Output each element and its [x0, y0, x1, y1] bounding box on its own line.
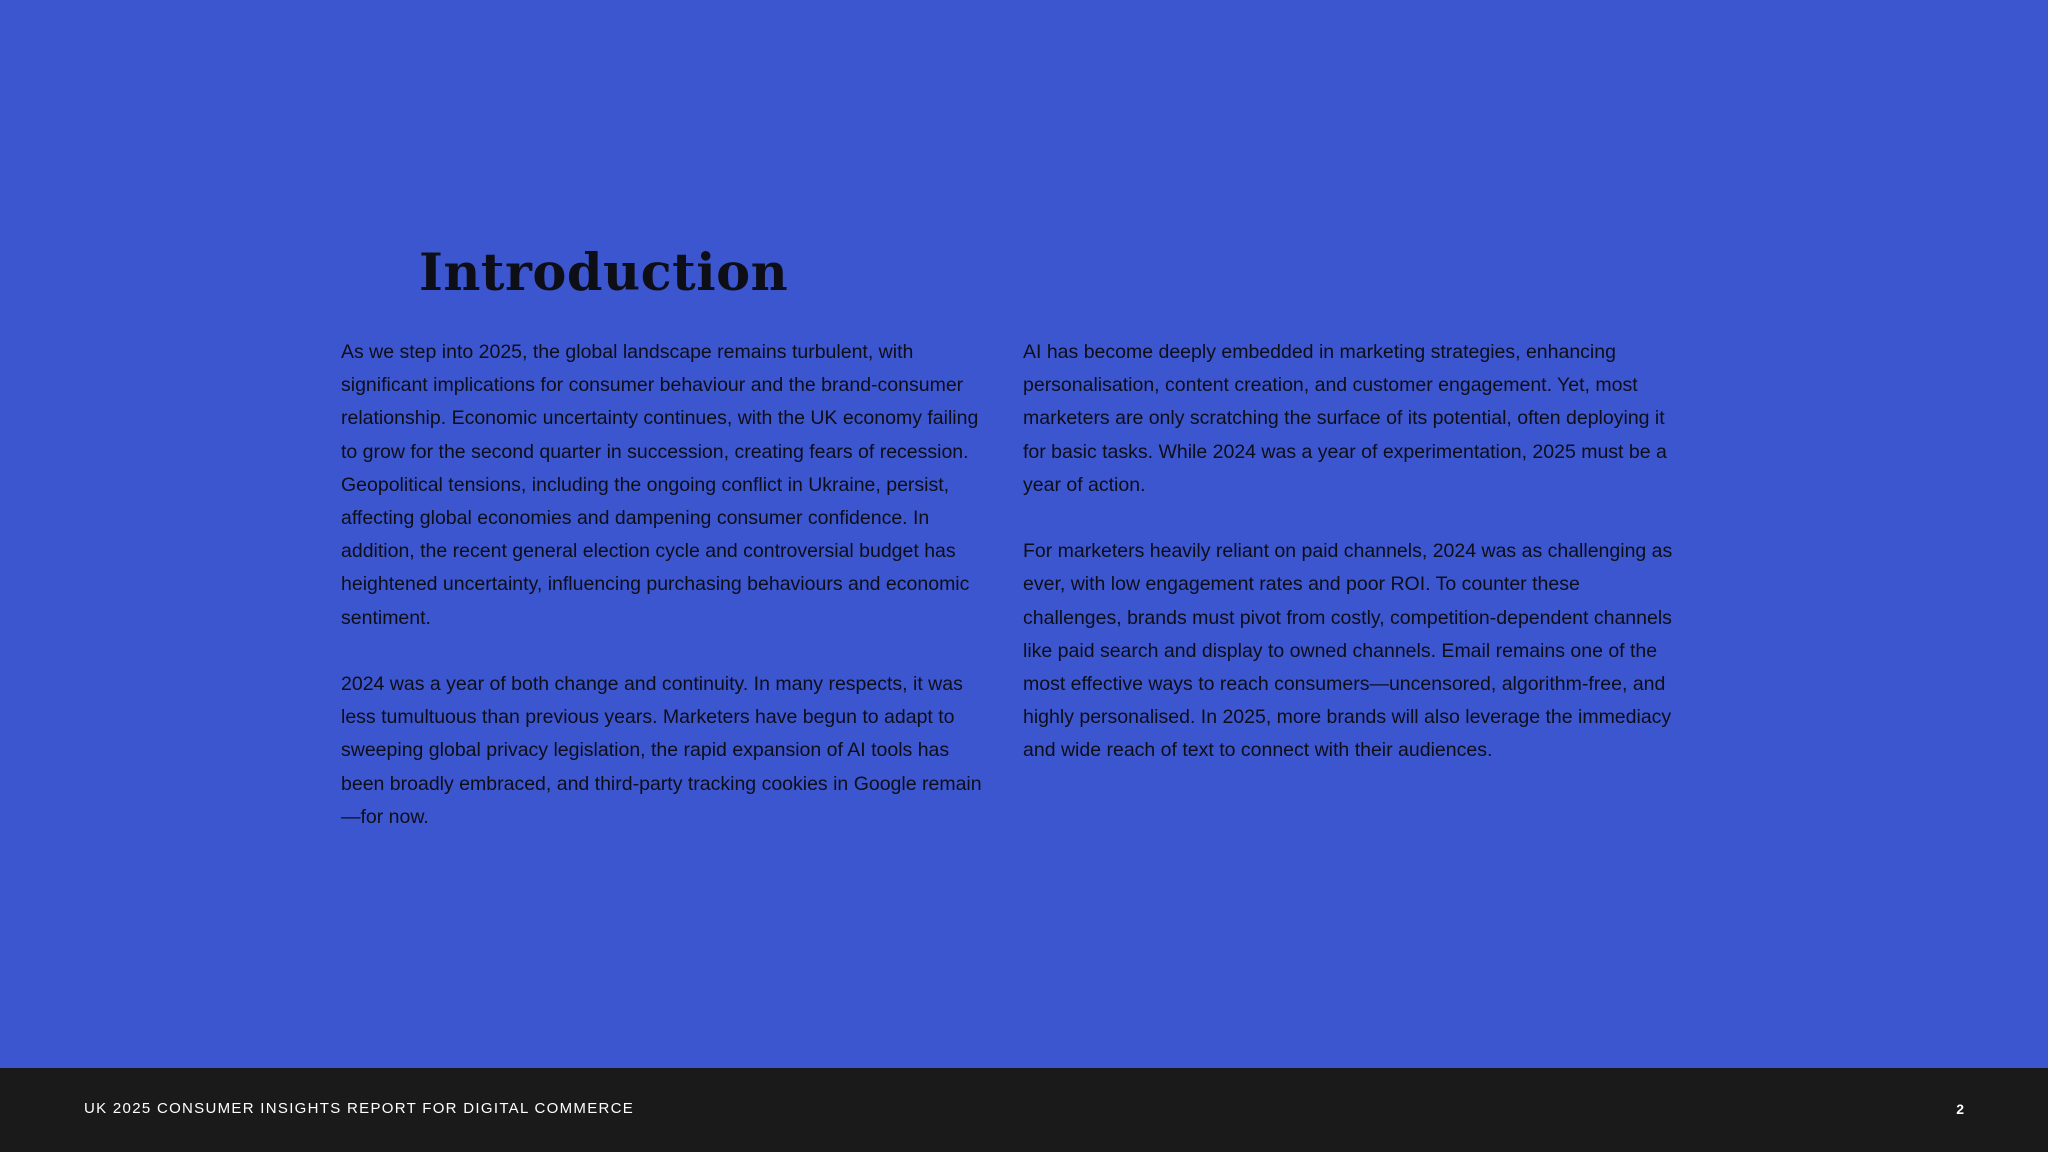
footer-report-title: UK 2025 CONSUMER INSIGHTS REPORT FOR DIGITAL COMMERCE	[84, 1100, 635, 1117]
page-title: Introduction	[419, 243, 789, 303]
paragraph: As we step into 2025, the global landscape remains turbulent, with significant implications for consumer behaviour and the brand-consumer relationship. Economic uncertainty continues, with the UK economy failing to grow for the second quarter in succession, creating fears of recession. Geopolitical tensions, including the ongoing conflict in Ukraine, persist, affecting global economies and dampening consumer confidence. In addition, the recent general election cycle and controversial budget has heightened uncertainty, influencing purchasing behaviours and economic sentiment.	[341, 341, 979, 629]
paragraph: For marketers heavily reliant on paid channels, 2024 was as challenging as ever, with low engagement rates and poor ROI. To counter these challenges, brands must pivot from costly, competition-dependent channels like paid search and display to owned channels. Email remains one of the most effective ways to reach consumers—uncensored, algorithm-free, and highly personalised. In 2025, more brands will also leverage the immediacy and wide reach of text to connect with their audiences.	[1023, 540, 1673, 762]
paragraph: 2024 was a year of both change and continuity. In many respects, it was less tumultuous than previous years. Marketers have begun to adapt to sweeping global privacy legislation, the rapid expansion of AI tools has been broadly embraced, and third-party tracking cookies in Google remain—for now.	[341, 673, 982, 828]
paragraph: AI has become deeply embedded in marketing strategies, enhancing personalisation, content creation, and customer engagement. Yet, most marketers are only scratching the surface of its potential, often deploying it for basic tasks. While 2024 was a year of experimentation, 2025 must be a year of action.	[1023, 341, 1667, 496]
page-number: 2	[1956, 1101, 1964, 1117]
left-column	[341, 336, 991, 867]
footer-bar	[0, 1068, 2048, 1152]
right-column	[1023, 336, 1683, 801]
